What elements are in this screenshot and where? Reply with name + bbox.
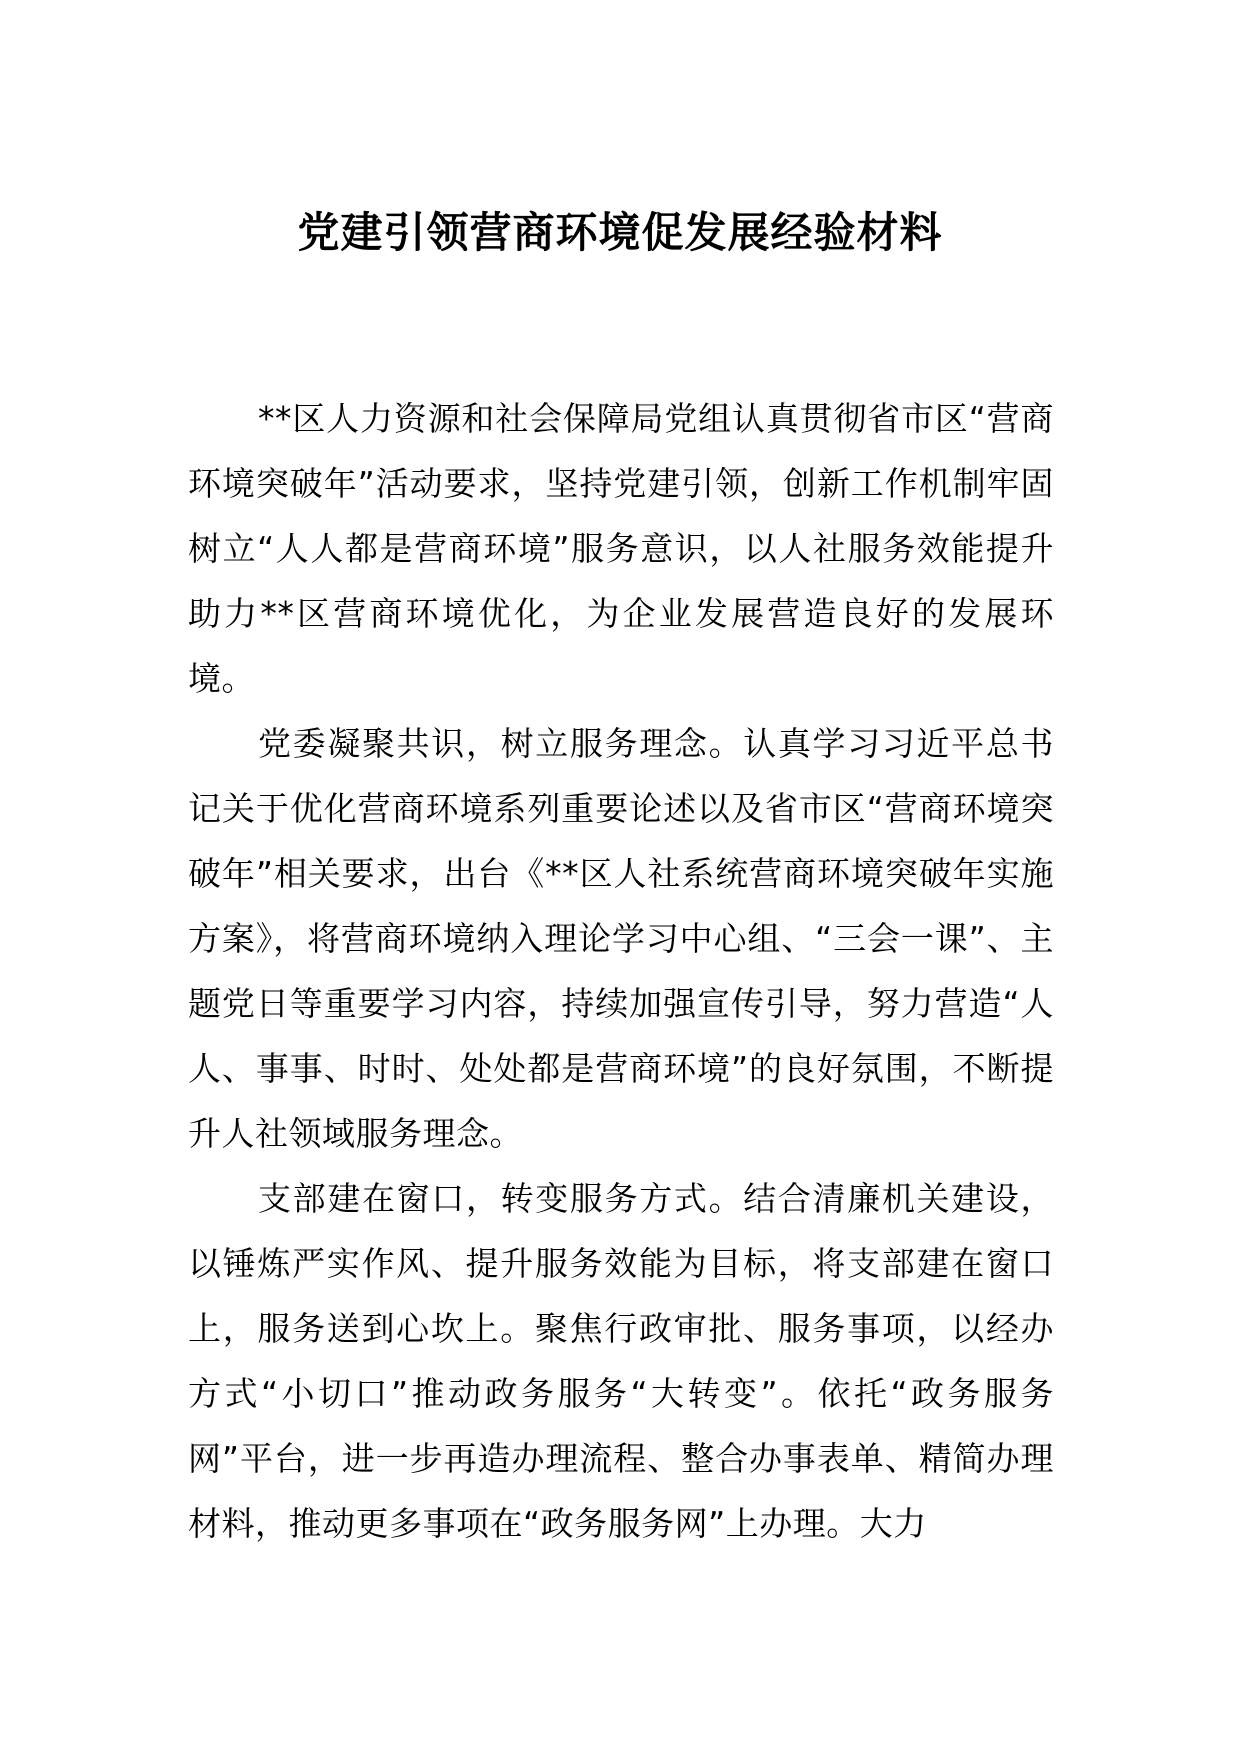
document-title: 党建引领营商环境促发展经验材料 — [297, 208, 943, 257]
paragraph-intro: **区人力资源和社会保障局党组认真贯彻省市区“营商环境突破年”活动要求，坚持党建引领，创新工作机制牢固树立“人人都是营商环境”服务意识，以人社服务效能提升助力**区营商环境优化，为企业发展营造良好的发展环境。 — [188, 399, 1054, 698]
paragraph-branch-window: 支部建在窗口，转变服务方式。结合清廉机关建设，以锤炼严实作风、提升服务效能为目标，将支部建在窗口上，服务送到心坎上。聚焦行政审批、服务事项，以经办方式“小切口”推动政务服务“大转变”。依托“政务服务网”平台，进一步再造办理流程、整合办事表单、精简办理材料，推动更多事项在“政务服务网”上办理。大力 — [188, 1179, 1054, 1543]
paragraph-party-consensus: 党委凝聚共识，树立服务理念。认真学习习近平总书记关于优化营商环境系列重要论述以及省市区“营商环境突破年”相关要求，出台《**区人社系统营商环境突破年实施方案》，将营商环境纳入理论学习中心组、“三会一课”、主题党日等重要学习内容，持续加强宣传引导，努力营造“人人、事事、时时、处处都是营商环境”的良好氛围，不断提升人社领域服务理念。 — [188, 724, 1054, 1153]
document-body — [188, 386, 1054, 1556]
